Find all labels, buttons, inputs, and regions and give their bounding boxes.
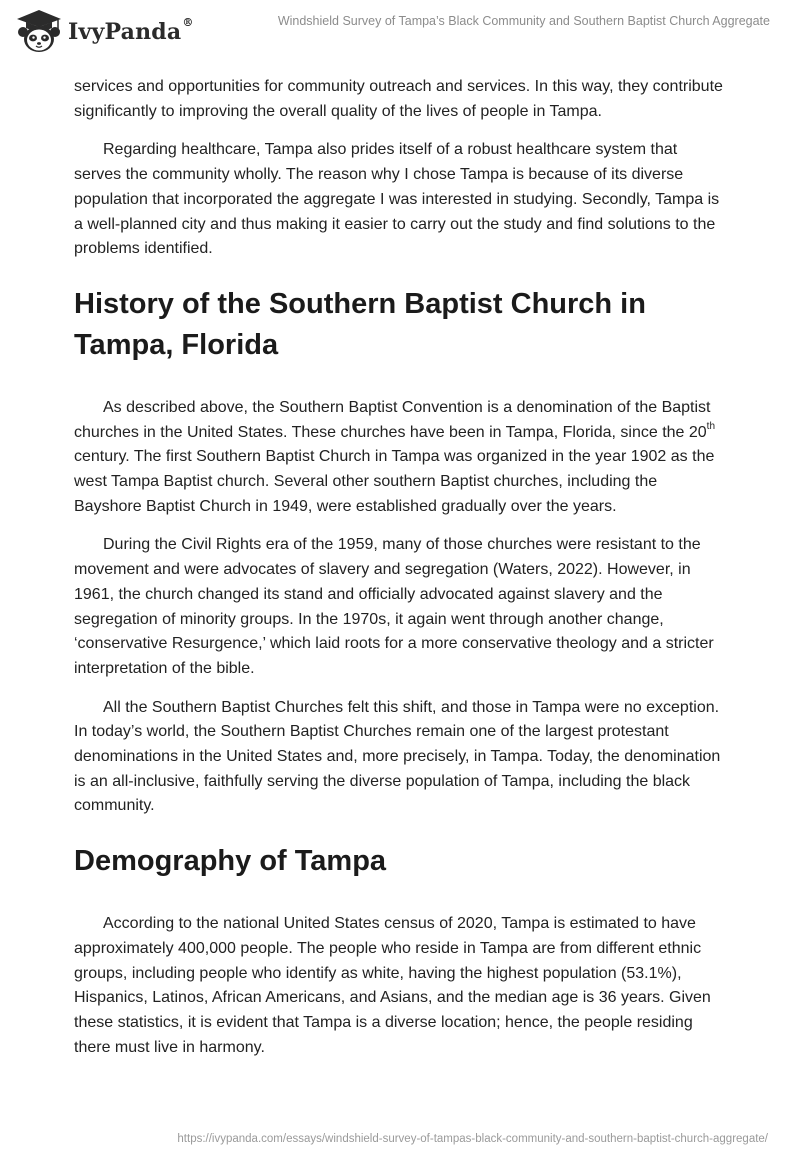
heading-history: History of the Southern Baptist Church in Tampa, Florida <box>74 287 646 361</box>
panda-logo-icon <box>14 8 64 54</box>
source-url[interactable]: https://ivypanda.com/essays/windshield-survey-of-tampas-black-community-and-southern-baptist-church-aggregate/ <box>177 1133 768 1145</box>
registered-mark: ® <box>182 16 194 29</box>
paragraph-civil-rights: During the Civil Rights era of the 1959, many of those churches were resistant to the movement and were advocates of slavery and segregation (Waters, 2022). However, in 1961, the church changed its stand and officially advocated against slavery and the segregation of minority groups. In the 1970s, it again went through another change, ‘conservative Resurgence,’ which laid roots for a more conservative theology and a stricter interpretation of the bible. <box>74 536 714 677</box>
ivypanda-logo[interactable] <box>14 8 194 54</box>
paragraph-census: According to the national United States census of 2020, Tampa is estimated to have approximately 400,000 people. The people who reside in Tampa are from different ethnic groups, including people who identify as white, having the highest population (53.1%), Hispanics, Latinos, African Americans, and Asians, and the median age is 36 years. Given these statistics, it is evident that Tampa is a diverse location; hence, the people residing there must live in harmony. <box>74 915 711 1056</box>
document-title: Windshield Survey of Tampa’s Black Community and Southern Baptist Church Aggregate <box>277 14 770 28</box>
heading-demography: Demography of Tampa <box>74 845 387 878</box>
paragraph-healthcare: Regarding healthcare, Tampa also prides itself of a robust healthcare system that serves the community wholly. The reason why I chose Tampa is because of its diverse population that incorporated the aggregate I was interested in studying. Secondly, Tampa is a well-planned city and thus making it easier to carry out the study and find solutions to the problems identified. <box>74 141 720 258</box>
ordinal-superscript: th <box>706 421 716 433</box>
paragraph-history-intro: As described above, the Southern Baptist Convention is a denomination of the Baptist churches in the United States. These churches have been in Tampa, Florida, since the 20th century. The first Southern Baptist Church in Tampa was organized in the year 1902 as the west Tampa Baptist church. Several other southern Baptist churches, including the Bayshore Baptist Church in 1949, were established gradually over the years. <box>74 398 716 515</box>
page-header <box>0 0 800 60</box>
paragraph-shift: All the Southern Baptist Churches felt this shift, and those in Tampa were no exception. In today’s world, the Southern Baptist Churches remain one of the largest protestant denominations in the United States and, more precisely, in Tampa. Today, the denomination is an all-inclusive, faithfully serving the diverse population of Tampa, including the black community. <box>74 698 721 815</box>
essay-content <box>74 75 728 1074</box>
paragraph-community-services: services and opportunities for community outreach and services. In this way, they contribute significantly to improving the overall quality of the lives of people in Tampa. <box>74 78 723 120</box>
brand-name: IvyPanda® <box>68 16 194 45</box>
